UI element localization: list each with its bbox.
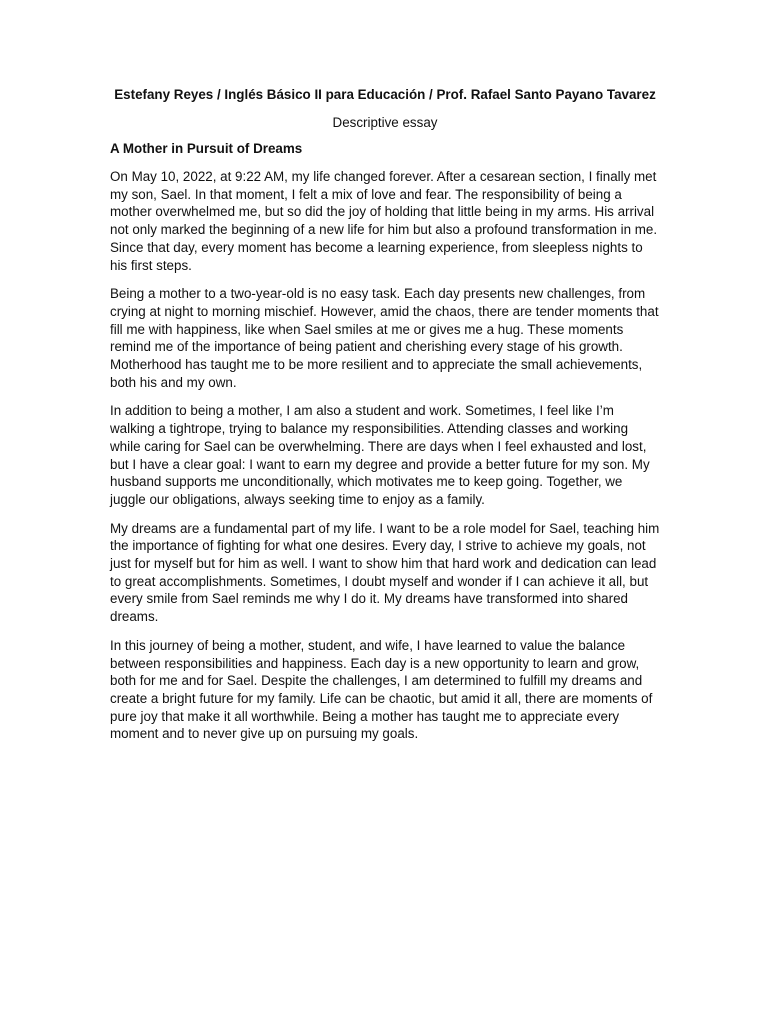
paragraph-5: In this journey of being a mother, student, and wife, I have learned to value the balance between responsibilities and happiness. Each day is a new opportunity to learn and grow, both for me and for Sael. Despite the challenges, I am determined to fulfill my dreams and create a bright future for my family. Life can be chaotic, but amid it all, there are moments of pure joy that make it all worthwhile. Being a mother has taught me to appreciate every moment and to never give up on pursuing my goals. (110, 637, 653, 742)
document-type: Descriptive essay (332, 115, 438, 130)
essay-title: A Mother in Pursuit of Dreams (110, 141, 303, 156)
paragraph-3: In addition to being a mother, I am also a student and work. Sometimes, I feel like I’m walking a tightrope, trying to balance my responsibilities. Attending classes and working while caring for Sael can be overwhelming. There are days when I feel exhausted and lost, but I have a clear goal: I want to earn my degree and provide a better future for my son. My husband supports me unconditionally, which motivates me to keep going. Together, we juggle our obligations, always seeking time to enjoy as a family. (110, 403, 650, 507)
paragraph-2: Being a mother to a two-year-old is no easy task. Each day presents new challenges, from crying at night to morning mischief. However, amid the chaos, there are tender moments that fill me with happiness, like when Sael smiles at me or gives me a hug. These moments remind me of the importance of being patient and cherishing every stage of his growth. Motherhood has taught me to be more resilient and to appreciate the small achievements, both his and my own. (110, 286, 659, 390)
paragraph-4: My dreams are a fundamental part of my life. I want to be a role model for Sael, teaching him the importance of fighting for what one desires. Every day, I strive to achieve my goals, not just for myself but for him as well. I want to show him that hard work and dedication can lead to great accomplishments. Sometimes, I doubt myself and wonder if I can achieve it all, but every smile from Sael reminds me why I do it. My dreams have transformed into shared dreams. (110, 520, 660, 625)
document-header: Estefany Reyes / Inglés Básico II para Educación / Prof. Rafael Santo Payano Tavarez (114, 87, 656, 102)
paragraph-1: On May 10, 2022, at 9:22 AM, my life changed forever. After a cesarean section, I finally met my son, Sael. In that moment, I felt a mix of love and fear. The responsibility of being a mother overwhelmed me, but so did the joy of holding that little being in my arms. His arrival not only marked the beginning of a new life for him but also a profound transformation in me. Since that day, every moment has become a learning experience, from sleepless nights to his first steps. (110, 169, 658, 273)
